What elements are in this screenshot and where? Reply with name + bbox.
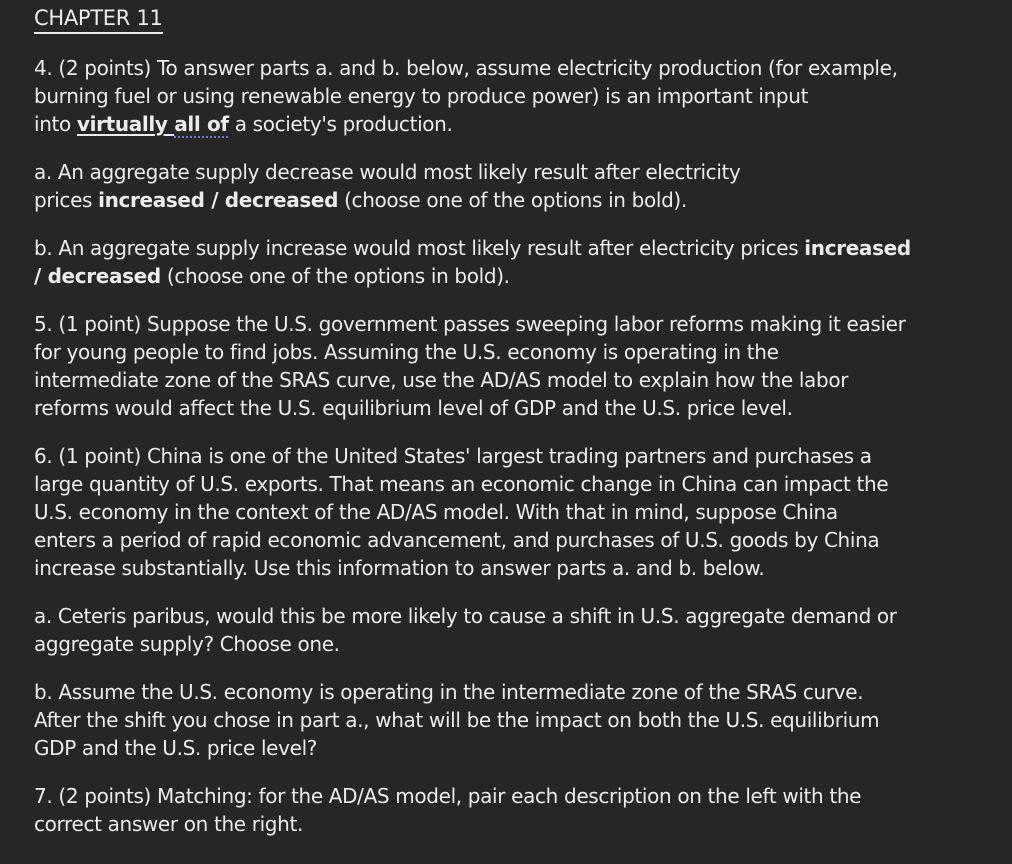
question-4 bbox=[34, 54, 978, 138]
question-4a bbox=[34, 158, 978, 214]
question-6b-line-1: b. Assume the U.S. economy is operating in the intermediate zone of the SRAS curve. bbox=[34, 680, 864, 704]
question-4b bbox=[34, 234, 978, 290]
question-5-line-4: reforms would affect the U.S. equilibrium level of GDP and the U.S. price level. bbox=[34, 396, 793, 420]
question-4-line-2: burning fuel or using renewable energy to produce power) is an important input bbox=[34, 84, 809, 108]
question-6-line-1: 6. (1 point) China is one of the United States' largest trading partners and purchases a bbox=[34, 444, 872, 468]
question-5-line-1: 5. (1 point) Suppose the U.S. government passes sweeping labor reforms making it easier bbox=[34, 312, 906, 336]
question-4-line-1: 4. (2 points) To answer parts a. and b. below, assume electricity production (for example, bbox=[34, 56, 898, 80]
question-4a-line-2 bbox=[34, 186, 978, 214]
question-4b-line-2 bbox=[34, 262, 978, 290]
question-5-line-3: intermediate zone of the SRAS curve, use the AD/AS model to explain how the labor bbox=[34, 368, 849, 392]
question-6-line-5: increase substantially. Use this information to answer parts a. and b. below. bbox=[34, 556, 765, 580]
emphasis-all-of: all of bbox=[174, 112, 229, 136]
question-4-line-3-start: into bbox=[34, 112, 77, 136]
question-6a-line-1: a. Ceteris paribus, would this be more likely to cause a shift in U.S. aggregate demand or bbox=[34, 604, 897, 628]
question-4b-line-2-end: (choose one of the options in bold). bbox=[160, 264, 510, 288]
question-7-line-2: correct answer on the right. bbox=[34, 812, 303, 836]
bold-option-decreased-4b: / decreased bbox=[34, 264, 161, 288]
question-4a-line-1: a. An aggregate supply decrease would most likely result after electricity bbox=[34, 160, 741, 184]
question-6-line-2: large quantity of U.S. exports. That means an economic change in China can impact the bbox=[34, 472, 889, 496]
question-5-line-2: for young people to find jobs. Assuming the U.S. economy is operating in the bbox=[34, 340, 779, 364]
question-6 bbox=[34, 442, 978, 582]
question-7-line-1: 7. (2 points) Matching: for the AD/AS model, pair each description on the left with the bbox=[34, 784, 862, 808]
bold-option-increased-4b: increased bbox=[804, 236, 911, 260]
question-4a-line-2-start: prices bbox=[34, 188, 99, 212]
question-6-line-3: U.S. economy in the context of the AD/AS model. With that in mind, suppose China bbox=[34, 500, 838, 524]
question-7 bbox=[34, 782, 978, 838]
bold-options-4a: increased / decreased bbox=[98, 188, 339, 212]
question-4b-line-1-start: b. An aggregate supply increase would most likely result after electricity prices bbox=[34, 236, 805, 260]
emphasis-virtually: virtually bbox=[76, 112, 175, 136]
question-6b-line-2: After the shift you chose in part a., what will be the impact on both the U.S. equilibrium bbox=[34, 708, 880, 732]
chapter-heading: CHAPTER 11 bbox=[34, 4, 163, 34]
question-5 bbox=[34, 310, 978, 422]
question-6b bbox=[34, 678, 978, 762]
question-4-line-3-end: a society's production. bbox=[228, 112, 453, 136]
question-6a bbox=[34, 602, 978, 658]
question-4a-line-2-end: (choose one of the options in bold). bbox=[338, 188, 687, 212]
question-6-line-4: enters a period of rapid economic advancement, and purchases of U.S. goods by China bbox=[34, 528, 880, 552]
question-4-line-3 bbox=[34, 110, 978, 138]
question-4b-line-1 bbox=[34, 234, 978, 262]
question-6a-line-2: aggregate supply? Choose one. bbox=[34, 632, 340, 656]
question-6b-line-3: GDP and the U.S. price level? bbox=[34, 736, 318, 760]
